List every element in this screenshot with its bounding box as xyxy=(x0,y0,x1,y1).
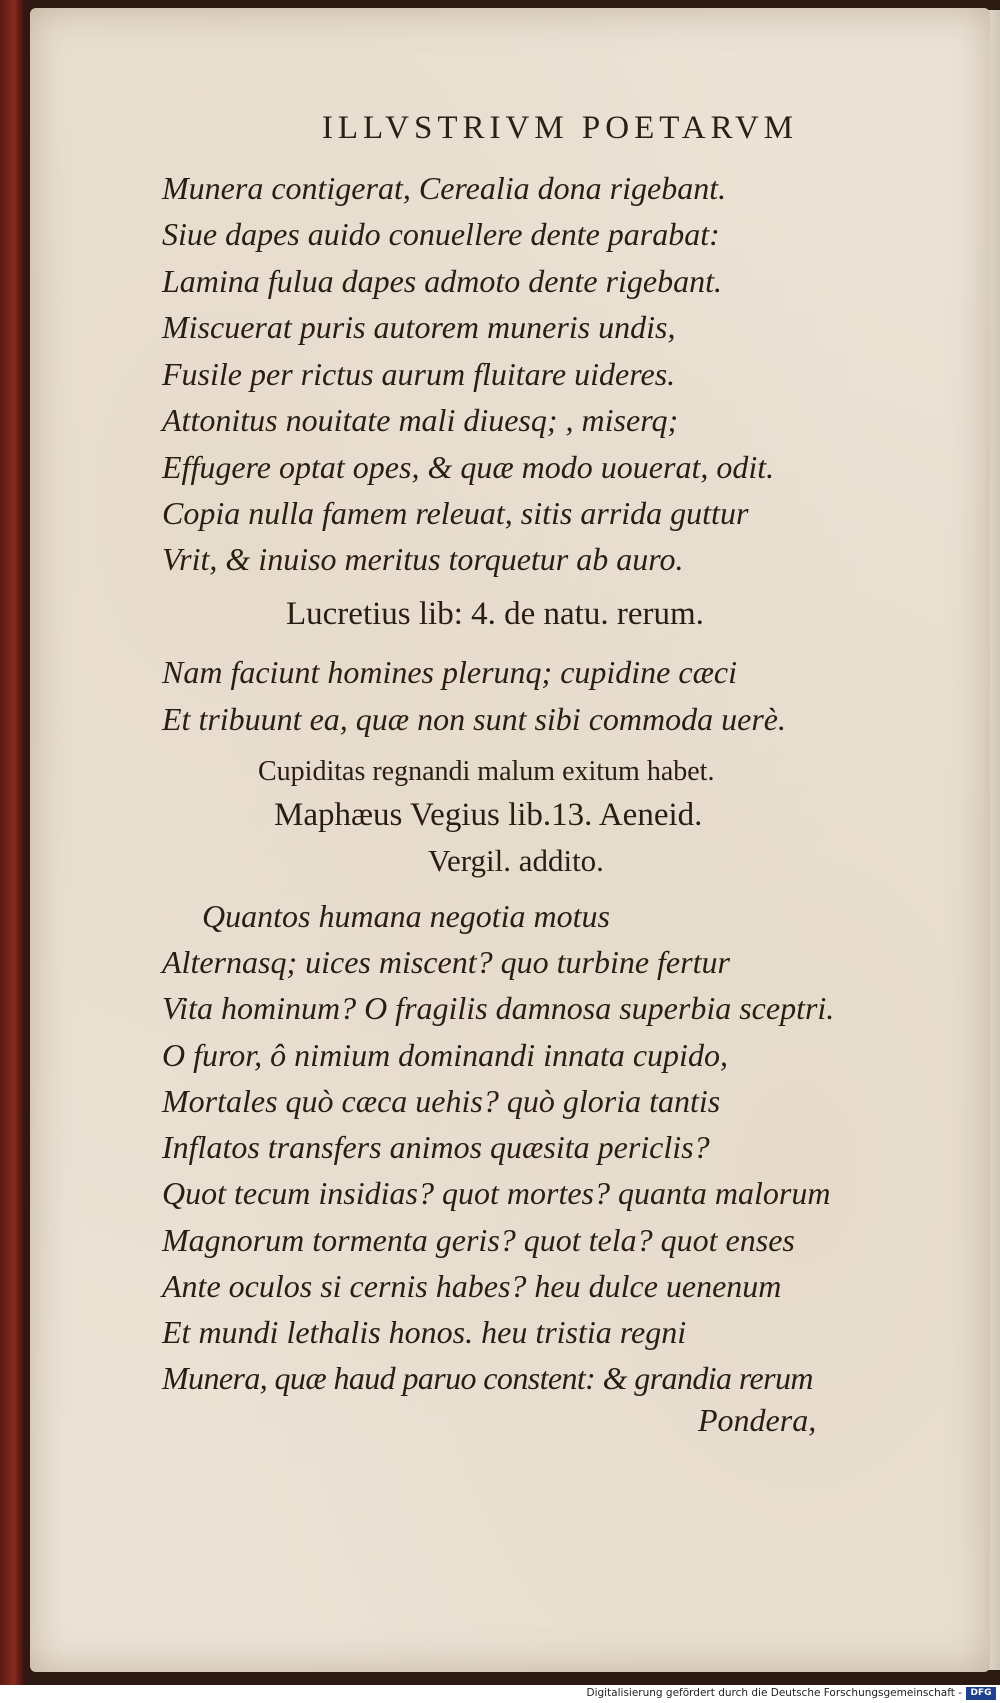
verse-line: Et mundi lethalis honos. heu tristia regni xyxy=(162,1314,687,1350)
verse-line: Mortales quò cæca uehis? quò gloria tantis xyxy=(162,1083,721,1119)
verse-line: Fusile per rictus aurum fluitare uideres. xyxy=(162,356,676,392)
footer-text: Digitalisierung gefördert durch die Deutsche Forschungsgemeinschaft - xyxy=(586,1687,962,1699)
verse-line: Munera, quæ haud paruo constent: & grandia rerum xyxy=(162,1360,813,1396)
verse-line: Ante oculos si cernis habes? heu dulce uenenum xyxy=(162,1268,782,1304)
section-heading: Lucretius lib: 4. de natu. rerum. xyxy=(286,596,704,632)
verse-line: Nam faciunt homines plerunq; cupidine cæci xyxy=(162,654,738,690)
verse-line: Inflatos transfers animos quæsita periclis? xyxy=(162,1129,710,1165)
section-heading: Vergil. addito. xyxy=(428,843,604,878)
verse-line: Effugere optat opes, & quæ modo uouerat, odit. xyxy=(162,449,775,485)
verse-line: O furor, ô nimium dominandi innata cupido, xyxy=(162,1037,728,1073)
verse-line: Munera contigerat, Cerealia dona rigebant. xyxy=(162,170,727,206)
catchword: Pondera, xyxy=(698,1402,817,1438)
verse-line: Miscuerat puris autorem muneris undis, xyxy=(162,309,676,345)
verse-line: Vrit, & inuiso meritus torquetur ab auro. xyxy=(162,541,684,577)
verse-line: Magnorum tormenta geris? quot tela? quot enses xyxy=(162,1222,795,1258)
verse-line: Vita hominum? O fragilis damnosa superbia sceptri. xyxy=(162,990,835,1026)
verse-line: Attonitus nouitate mali diuesq; , miserq; xyxy=(162,402,679,438)
digitization-footer xyxy=(0,1685,1000,1703)
verse-line: Alternasq; uices miscent? quo turbine fertur xyxy=(162,944,730,980)
verse-line: Lamina fulua dapes admoto dente rigebant. xyxy=(162,263,722,299)
verse-line: Siue dapes auido conuellere dente parabat: xyxy=(162,216,720,252)
book-page xyxy=(30,8,990,1672)
dfg-logo: DFG xyxy=(966,1687,996,1700)
section-heading: Cupiditas regnandi malum exitum habet. xyxy=(258,756,715,787)
verse-line: Quantos humana negotia motus xyxy=(202,898,610,934)
section-heading: Maphæus Vegius lib.13. Aeneid. xyxy=(274,797,703,833)
verse-line: Et tribuunt ea, quæ non sunt sibi commoda uerè. xyxy=(162,701,786,737)
running-head: ILLVSTRIVM POETARVM xyxy=(321,110,799,146)
verse-line: Quot tecum insidias? quot mortes? quanta malorum xyxy=(162,1175,831,1211)
verse-line: Copia nulla famem releuat, sitis arrida guttur xyxy=(162,495,749,531)
